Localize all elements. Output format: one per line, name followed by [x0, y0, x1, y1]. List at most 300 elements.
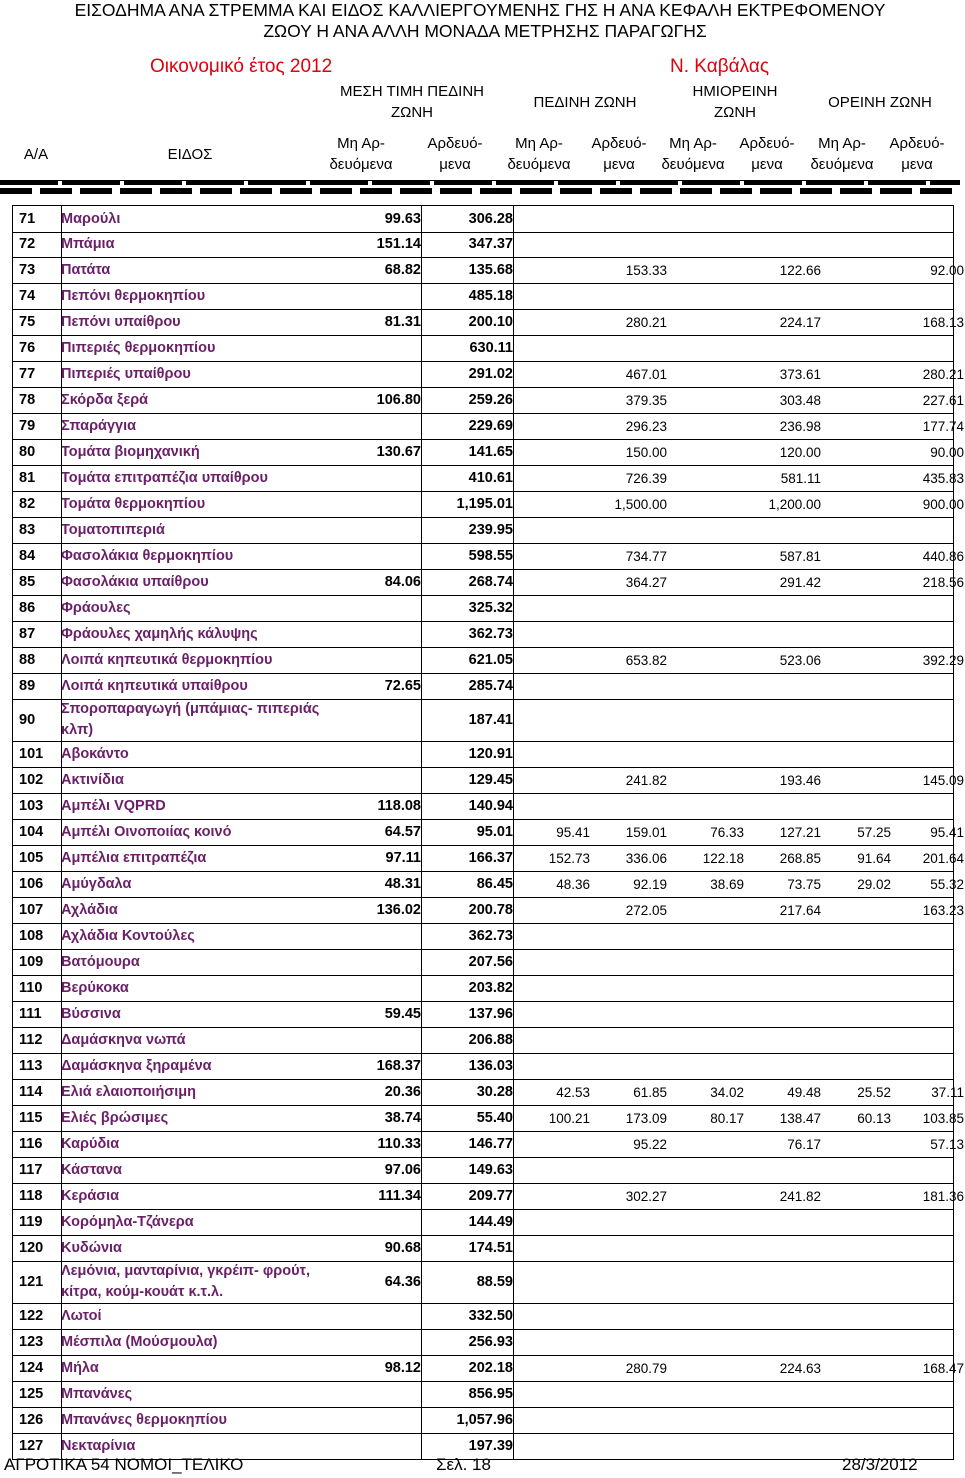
value-plain-irrigated	[590, 206, 667, 232]
crop-name: Μπανάνες θερμοκηπίου	[61, 1412, 227, 1428]
crop-name: Δαμάσκηνα νωπά	[61, 1032, 186, 1048]
crop-name: Κυδώνια	[61, 1240, 122, 1256]
column-divider	[61, 1355, 62, 1381]
row-number: 112	[19, 1032, 43, 1048]
value-mountain-non-irrigated: 60.13	[857, 1110, 891, 1126]
value-mountain-non-irrigated	[821, 621, 891, 647]
row-number: 123	[19, 1334, 44, 1350]
column-divider	[421, 621, 422, 647]
value-semimountain-non-irrigated	[667, 1053, 744, 1079]
value-avg-irrigated: 140.94	[468, 798, 513, 814]
value-plain-irrigated: 467.01	[625, 366, 667, 382]
column-divider	[61, 439, 62, 465]
value-plain-irrigated: 379.35	[625, 392, 667, 408]
row-number: 83	[19, 522, 36, 538]
table-row	[12, 283, 954, 310]
value-mountain-non-irrigated	[821, 1027, 891, 1053]
value-mountain-irrigated: 201.64	[922, 850, 964, 866]
column-divider	[421, 231, 422, 257]
column-divider	[421, 819, 422, 845]
row-number: 114	[19, 1084, 43, 1100]
value-avg-irrigated: 621.05	[468, 652, 513, 668]
value-mountain-irrigated	[891, 595, 965, 621]
column-divider	[61, 309, 62, 335]
value-avg-irrigated: 1,057.96	[456, 1412, 513, 1428]
row-number: 108	[19, 928, 44, 944]
value-semimountain-non-irrigated	[667, 767, 744, 793]
value-plain-non-irrigated	[513, 309, 590, 335]
column-divider	[513, 1329, 514, 1355]
value-avg-non-irrigated	[331, 491, 421, 517]
value-avg-irrigated: 598.55	[468, 548, 513, 564]
column-divider	[61, 647, 62, 673]
crop-name: Αχλάδια Κοντούλες	[61, 928, 195, 944]
value-semimountain-non-irrigated	[667, 595, 744, 621]
column-divider	[61, 231, 62, 257]
value-avg-non-irrigated: 99.63	[384, 211, 421, 227]
value-avg-non-irrigated: 48.31	[384, 876, 421, 892]
column-divider	[61, 1407, 62, 1433]
value-avg-non-irrigated: 59.45	[384, 1006, 421, 1022]
crop-name: Νεκταρίνια	[61, 1438, 136, 1454]
value-avg-irrigated: 95.01	[476, 824, 513, 840]
column-divider	[421, 543, 422, 569]
row-number: 72	[19, 236, 36, 252]
value-plain-non-irrigated	[513, 595, 590, 621]
column-divider	[513, 1261, 514, 1303]
value-avg-irrigated: 129.45	[468, 772, 513, 788]
crop-name: Μαρούλι	[61, 211, 121, 227]
column-divider	[421, 1209, 422, 1235]
value-mountain-non-irrigated	[821, 439, 891, 465]
row-number: 119	[19, 1214, 43, 1230]
column-divider	[513, 1209, 514, 1235]
value-semimountain-non-irrigated	[667, 897, 744, 923]
value-plain-non-irrigated	[513, 1157, 590, 1183]
value-avg-irrigated: 291.02	[468, 366, 513, 382]
column-divider	[61, 1079, 62, 1105]
value-semimountain-irrigated	[744, 923, 821, 949]
column-divider	[61, 206, 62, 232]
value-plain-non-irrigated: 42.53	[556, 1084, 590, 1100]
value-avg-non-irrigated	[331, 647, 421, 673]
table-row	[12, 1131, 964, 1158]
column-divider	[513, 206, 514, 232]
column-divider	[61, 1053, 62, 1079]
value-plain-irrigated: 364.27	[625, 574, 667, 590]
value-avg-irrigated: 137.96	[468, 1006, 513, 1022]
crop-name: Τομάτα θερμοκηπίου	[61, 496, 206, 512]
value-mountain-non-irrigated: 57.25	[857, 824, 891, 840]
value-semimountain-non-irrigated	[667, 647, 744, 673]
value-mountain-irrigated: 55.32	[930, 876, 964, 892]
crop-name: Λωτοί	[61, 1308, 102, 1324]
value-plain-non-irrigated	[513, 283, 590, 309]
column-divider	[421, 517, 422, 543]
value-mountain-non-irrigated	[821, 283, 891, 309]
value-semimountain-irrigated: 193.46	[779, 772, 821, 788]
value-semimountain-irrigated	[744, 231, 821, 257]
value-avg-non-irrigated: 130.67	[376, 444, 421, 460]
column-divider	[421, 1303, 422, 1329]
row-number: 127	[19, 1438, 44, 1454]
value-semimountain-non-irrigated: 38.69	[710, 876, 744, 892]
row-number: 104	[19, 824, 44, 840]
value-semimountain-irrigated	[744, 1235, 821, 1261]
value-semimountain-irrigated	[744, 949, 821, 975]
value-semimountain-irrigated: 217.64	[779, 902, 821, 918]
value-plain-irrigated	[590, 1209, 667, 1235]
crop-name: Λεμόνια, μανταρίνια, γκρέιπ- φρούτ, κίτρα, κούμ-κουάτ κ.τ.λ.	[61, 1263, 311, 1300]
row-number: 102	[19, 772, 44, 788]
row-number: 88	[19, 652, 36, 668]
value-mountain-irrigated: 57.13	[930, 1136, 964, 1152]
column-divider	[513, 543, 514, 569]
value-semimountain-non-irrigated	[667, 949, 744, 975]
value-avg-non-irrigated	[331, 283, 421, 309]
value-mountain-non-irrigated	[821, 1303, 891, 1329]
value-avg-irrigated: 55.40	[476, 1110, 513, 1126]
crop-name: Ακτινίδια	[61, 772, 124, 788]
value-avg-non-irrigated	[331, 1209, 421, 1235]
row-number: 116	[19, 1136, 43, 1152]
value-avg-irrigated: 362.73	[468, 928, 513, 944]
column-divider	[513, 1407, 514, 1433]
value-mountain-non-irrigated	[821, 309, 891, 335]
column-divider	[421, 206, 422, 232]
value-avg-non-irrigated	[331, 1329, 421, 1355]
row-number: 111	[19, 1006, 42, 1022]
value-avg-irrigated: 259.26	[468, 392, 513, 408]
row-number: 85	[19, 574, 36, 590]
column-divider	[421, 335, 422, 361]
header-non-irrigated-2: Μη Αρ- δευόμενα	[507, 135, 571, 173]
column-divider	[513, 845, 514, 871]
column-divider	[421, 647, 422, 673]
column-divider	[513, 1105, 514, 1131]
value-avg-non-irrigated	[331, 741, 421, 767]
column-divider	[421, 1407, 422, 1433]
column-divider	[61, 741, 62, 767]
header-irrigated-3: Αρδευό- μενα	[739, 135, 795, 173]
value-semimountain-irrigated: 73.75	[787, 876, 821, 892]
value-plain-non-irrigated	[513, 387, 590, 413]
value-semimountain-non-irrigated	[667, 1407, 744, 1433]
table-row	[12, 1157, 954, 1184]
value-avg-non-irrigated	[331, 517, 421, 543]
value-plain-irrigated	[590, 975, 667, 1001]
column-divider	[513, 1027, 514, 1053]
value-semimountain-non-irrigated	[667, 699, 744, 741]
crop-name: Λοιπά κηπευτικά υπαίθρου	[61, 678, 248, 694]
value-mountain-irrigated	[891, 231, 965, 257]
table-row	[12, 1209, 954, 1236]
value-mountain-non-irrigated: 29.02	[857, 876, 891, 892]
value-mountain-non-irrigated	[821, 1001, 891, 1027]
column-divider	[421, 975, 422, 1001]
value-mountain-irrigated	[891, 1157, 965, 1183]
value-avg-non-irrigated	[331, 1381, 421, 1407]
row-number: 118	[19, 1188, 43, 1204]
value-semimountain-irrigated	[744, 1209, 821, 1235]
column-divider	[421, 1329, 422, 1355]
table-row	[12, 1183, 964, 1210]
crop-name: Καρύδια	[61, 1136, 120, 1152]
crop-name: Αμπέλι Οινοποιίας κοινό	[61, 824, 232, 840]
column-divider	[61, 871, 62, 897]
column-divider	[421, 767, 422, 793]
value-mountain-non-irrigated	[821, 569, 891, 595]
column-divider	[61, 1329, 62, 1355]
column-divider	[61, 1157, 62, 1183]
value-mountain-irrigated	[891, 517, 965, 543]
value-mountain-non-irrigated	[821, 699, 891, 741]
value-plain-non-irrigated	[513, 699, 590, 741]
value-mountain-non-irrigated	[821, 257, 891, 283]
value-mountain-irrigated: 95.41	[930, 824, 964, 840]
value-mountain-non-irrigated	[821, 793, 891, 819]
value-avg-irrigated: 306.28	[468, 211, 513, 227]
row-number: 125	[19, 1386, 44, 1402]
value-mountain-non-irrigated	[821, 413, 891, 439]
value-plain-irrigated	[590, 923, 667, 949]
column-divider	[421, 491, 422, 517]
row-number: 90	[19, 712, 36, 728]
value-semimountain-irrigated	[744, 673, 821, 699]
table-row	[12, 335, 954, 362]
value-avg-irrigated: 86.45	[476, 876, 513, 892]
table-row	[12, 793, 954, 820]
value-semimountain-non-irrigated	[667, 1235, 744, 1261]
value-semimountain-irrigated: 120.00	[779, 444, 821, 460]
column-divider	[513, 569, 514, 595]
column-divider	[513, 621, 514, 647]
header-irrigated-4: Αρδευό- μενα	[889, 135, 945, 173]
column-divider	[61, 673, 62, 699]
value-mountain-non-irrigated	[821, 387, 891, 413]
value-plain-irrigated	[590, 1157, 667, 1183]
value-plain-non-irrigated: 48.36	[556, 876, 590, 892]
column-divider	[61, 543, 62, 569]
column-divider	[421, 1131, 422, 1157]
table-row	[12, 1261, 954, 1304]
value-semimountain-irrigated: 303.48	[779, 392, 821, 408]
column-divider	[61, 1027, 62, 1053]
value-mountain-non-irrigated	[821, 231, 891, 257]
value-semimountain-irrigated	[744, 1157, 821, 1183]
column-divider	[61, 257, 62, 283]
value-mountain-irrigated: 900.00	[922, 496, 964, 512]
column-divider	[421, 699, 422, 741]
value-plain-irrigated	[590, 1433, 667, 1459]
value-avg-non-irrigated: 20.36	[384, 1084, 421, 1100]
column-divider	[61, 793, 62, 819]
value-semimountain-irrigated: 1,200.00	[768, 496, 821, 512]
table-row	[12, 699, 954, 742]
value-avg-non-irrigated: 111.34	[378, 1188, 421, 1204]
value-avg-irrigated: 332.50	[468, 1308, 513, 1324]
column-divider	[421, 1261, 422, 1303]
value-semimountain-non-irrigated: 122.18	[702, 850, 744, 866]
value-semimountain-irrigated	[744, 1381, 821, 1407]
header-aa: Α/Α	[23, 146, 49, 163]
column-divider	[513, 1053, 514, 1079]
value-avg-irrigated: 229.69	[468, 418, 513, 434]
value-avg-irrigated: 135.68	[468, 262, 513, 278]
value-semimountain-irrigated: 122.66	[779, 262, 821, 278]
value-plain-irrigated	[590, 231, 667, 257]
value-mountain-non-irrigated	[821, 206, 891, 232]
column-divider	[513, 335, 514, 361]
value-plain-non-irrigated	[513, 621, 590, 647]
value-avg-non-irrigated	[331, 767, 421, 793]
value-plain-non-irrigated	[513, 413, 590, 439]
value-semimountain-non-irrigated	[667, 1001, 744, 1027]
value-mountain-irrigated	[891, 1001, 965, 1027]
column-divider	[513, 1235, 514, 1261]
table-row	[12, 1235, 954, 1262]
crop-name: Τοματοπιπεριά	[61, 522, 165, 538]
column-divider	[513, 1303, 514, 1329]
header-non-irrigated-4: Μη Αρ- δευόμενα	[810, 135, 874, 173]
prefecture: Ν. Καβάλας	[670, 56, 769, 77]
value-avg-non-irrigated	[331, 595, 421, 621]
value-mountain-irrigated	[891, 1209, 965, 1235]
value-semimountain-irrigated	[744, 1407, 821, 1433]
value-mountain-irrigated: 435.83	[922, 470, 964, 486]
crop-name: Αχλάδια	[61, 902, 118, 918]
value-plain-non-irrigated	[513, 741, 590, 767]
crop-name: Λοιπά κηπευτικά θερμοκηπίου	[61, 652, 273, 668]
value-semimountain-non-irrigated	[667, 206, 744, 232]
column-divider	[61, 1131, 62, 1157]
value-mountain-non-irrigated	[821, 517, 891, 543]
column-divider	[421, 569, 422, 595]
value-avg-irrigated: 285.74	[468, 678, 513, 694]
row-number: 107	[19, 902, 44, 918]
table-row	[12, 205, 954, 233]
column-divider	[421, 871, 422, 897]
column-divider	[61, 1235, 62, 1261]
column-divider	[61, 845, 62, 871]
value-mountain-irrigated	[891, 793, 965, 819]
value-semimountain-non-irrigated	[667, 283, 744, 309]
value-semimountain-irrigated	[744, 595, 821, 621]
value-mountain-non-irrigated: 91.64	[857, 850, 891, 866]
value-plain-irrigated: 272.05	[625, 902, 667, 918]
value-avg-irrigated: 30.28	[476, 1084, 513, 1100]
row-number: 113	[19, 1058, 43, 1074]
value-mountain-non-irrigated	[821, 595, 891, 621]
column-divider	[421, 1355, 422, 1381]
column-divider	[513, 309, 514, 335]
value-semimountain-non-irrigated	[667, 1131, 744, 1157]
value-semimountain-irrigated	[744, 1261, 821, 1303]
value-semimountain-irrigated: 224.63	[779, 1360, 821, 1376]
value-plain-non-irrigated	[513, 1001, 590, 1027]
value-plain-irrigated	[590, 699, 667, 741]
value-plain-non-irrigated	[513, 569, 590, 595]
value-plain-non-irrigated	[513, 975, 590, 1001]
value-plain-non-irrigated	[513, 923, 590, 949]
column-divider	[61, 699, 62, 741]
value-plain-irrigated: 153.33	[625, 262, 667, 278]
value-semimountain-non-irrigated	[667, 1303, 744, 1329]
value-semimountain-non-irrigated	[667, 361, 744, 387]
column-divider	[513, 439, 514, 465]
value-semimountain-irrigated: 138.47	[779, 1110, 821, 1126]
crop-name: Μέσπιλα (Μούσμουλα)	[61, 1334, 218, 1350]
value-plain-non-irrigated	[513, 673, 590, 699]
value-plain-non-irrigated	[513, 1183, 590, 1209]
value-semimountain-non-irrigated	[667, 673, 744, 699]
header-irrigated-1: Αρδευό- μενα	[427, 135, 483, 173]
crop-name: Δαμάσκηνα ξηραμένα	[61, 1058, 212, 1074]
column-divider	[421, 949, 422, 975]
crop-name: Σπαράγγια	[61, 418, 137, 434]
column-divider	[61, 949, 62, 975]
column-divider	[61, 361, 62, 387]
value-semimountain-non-irrigated: 76.33	[710, 824, 744, 840]
crop-name: Μπάμια	[61, 236, 115, 252]
column-divider	[421, 465, 422, 491]
row-number: 81	[19, 470, 36, 486]
table-row	[12, 975, 954, 1002]
value-avg-irrigated: 149.63	[468, 1162, 513, 1178]
value-mountain-non-irrigated	[821, 1157, 891, 1183]
table-row	[12, 819, 964, 846]
value-semimountain-non-irrigated	[667, 741, 744, 767]
value-avg-non-irrigated: 64.36	[384, 1274, 421, 1290]
value-avg-non-irrigated: 97.11	[385, 850, 421, 866]
value-avg-irrigated: 268.74	[468, 574, 513, 590]
value-semimountain-irrigated: 49.48	[787, 1084, 821, 1100]
header-irrigated-2: Αρδευό- μενα	[591, 135, 647, 173]
value-mountain-irrigated	[891, 283, 965, 309]
value-semimountain-irrigated: 241.82	[779, 1188, 821, 1204]
table-row	[12, 309, 964, 336]
value-plain-non-irrigated	[513, 647, 590, 673]
value-mountain-irrigated	[891, 1303, 965, 1329]
column-divider	[513, 923, 514, 949]
header-pedini-zoni: ΠΕΔΙΝΗ ΖΩΝΗ	[533, 94, 637, 111]
row-number: 82	[19, 496, 36, 512]
value-avg-irrigated: 856.95	[468, 1386, 513, 1402]
value-avg-irrigated: 239.95	[468, 522, 513, 538]
crop-name: Μήλα	[61, 1360, 99, 1376]
value-mountain-irrigated: 227.61	[922, 392, 964, 408]
crop-name: Βύσσινα	[61, 1006, 121, 1022]
value-avg-irrigated: 141.65	[468, 444, 513, 460]
value-mountain-non-irrigated	[821, 335, 891, 361]
column-divider	[513, 517, 514, 543]
column-divider	[61, 1105, 62, 1131]
value-mountain-non-irrigated	[821, 647, 891, 673]
value-plain-irrigated: 150.00	[625, 444, 667, 460]
value-plain-irrigated	[590, 673, 667, 699]
value-mountain-non-irrigated	[821, 543, 891, 569]
value-semimountain-non-irrigated	[667, 1355, 744, 1381]
value-plain-irrigated: 92.19	[633, 876, 667, 892]
value-semimountain-irrigated: 523.06	[779, 652, 821, 668]
value-plain-non-irrigated	[513, 1235, 590, 1261]
value-avg-non-irrigated: 81.31	[384, 314, 421, 330]
value-plain-irrigated	[590, 1001, 667, 1027]
crop-name: Κορόμηλα-Τζάνερα	[61, 1214, 194, 1230]
value-mountain-non-irrigated	[821, 1183, 891, 1209]
value-avg-non-irrigated	[331, 949, 421, 975]
value-semimountain-irrigated	[744, 206, 821, 232]
